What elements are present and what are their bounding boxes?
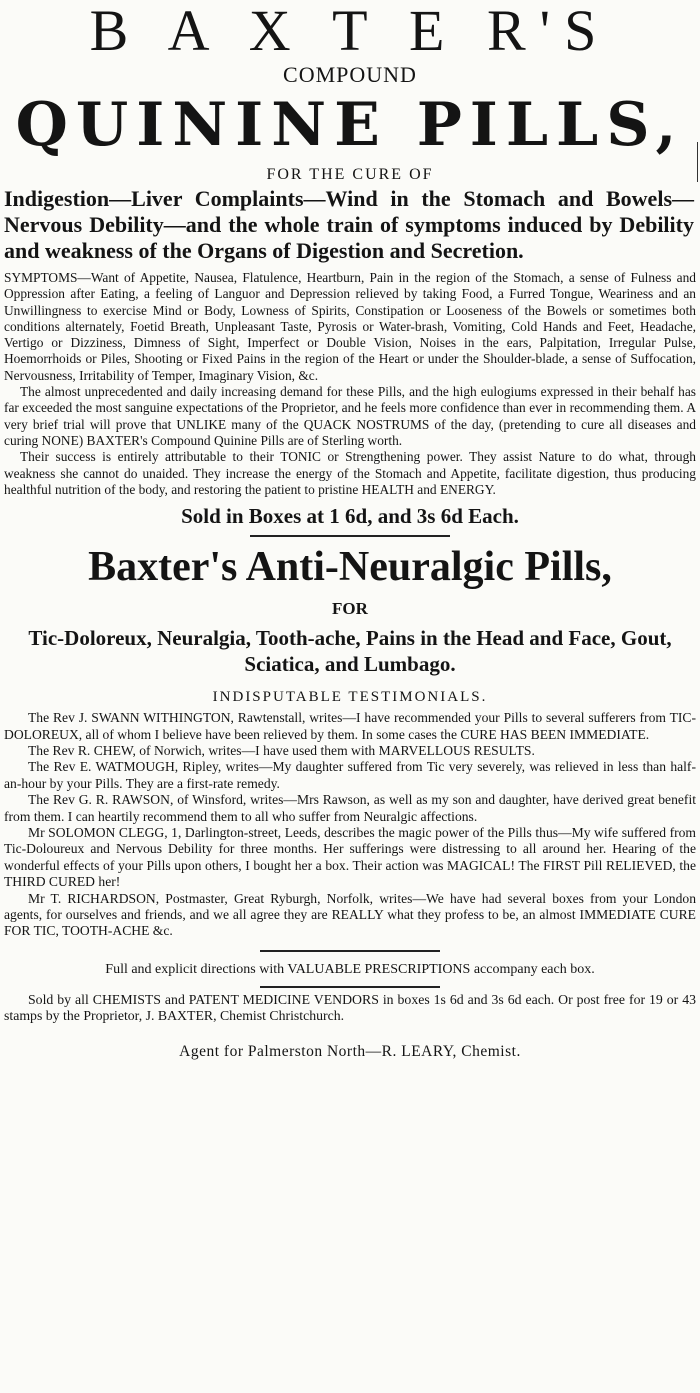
for-line: FOR: [332, 599, 368, 619]
demand-paragraph: The almost unprecedented and daily increasing demand for these Pills, and the high eulogiums expressed in their behalf has far exceeded the most sanguine expectations of the Proprietor, and he feels more confidence than ever in recommending them. A very brief trial will prove that UNLIKE many of the QUACK NOSTRUMS of the day, (pretending to cure all diseases and curing NONE) BAXTER's Compound Quinine Pills are of Sterling worth.: [4, 384, 696, 448]
conditions-list: Indigestion—Liver Complaints—Wind in the Stomach and Bowels—Nervous Debility—and the whole train of symptoms induced by Debility and weakness of the Organs of Digestion and Secretion.: [4, 186, 694, 263]
column-edge-rule: [697, 142, 698, 182]
testimonial: The Rev R. CHEW, of Norwich, writes—I have used them with MARVELLOUS RESULTS.: [28, 742, 535, 758]
neuralgic-conditions: Tic-Doloreux, Neuralgia, Tooth-ache, Pains in the Head and Face, Gout, Sciatica, and Lumbago.: [28, 626, 672, 677]
testimonial: Mr T. RICHARDSON, Postmaster, Great Ryburgh, Norfolk, writes—We have had several boxes from your London agents, for ourselves and friends, and we all agree they are REALLY what they profess to be, an almost IMMEDIATE CURE FOR TIC, TOOTH-ACHE &c.: [4, 890, 696, 939]
testimonial: The Rev E. WATMOUGH, Ripley, writes—My daughter suffered from Tic very severely, was relieved in less than half-an-hour by your Pills. They are a first-rate remedy.: [4, 759, 696, 791]
quinine-body-text: [0, 264, 700, 498]
testimonials-heading: INDISPUTABLE TESTIMONIALS.: [212, 689, 488, 706]
directions-note: Full and explicit directions with VALUABLE PRESCRIPTIONS accompany each box.: [105, 961, 595, 977]
compound-subheading: COMPOUND: [283, 62, 417, 87]
quinine-price-line: Sold in Boxes at 1 6d, and 3s 6d Each.: [181, 504, 519, 529]
for-the-cure-of-line: FOR THE CURE OF: [266, 166, 434, 183]
section-divider: [250, 535, 450, 537]
agent-line: Agent for Palmerston North—R. LEARY, Chemist.: [179, 1042, 521, 1060]
symptoms-paragraph: SYMPTOMS—Want of Appetite, Nausea, Flatulence, Heartburn, Pain in the region of the Stomach, a sense of Fulness and Oppression after Eating, a feeling of Languor and Depression relieved by taking Food, a Furred Tongue, Weariness and an Unwillingness to exercise Mind or Body, Lowness of Spirits, Constipation or Looseness of the Bowels or sometimes both conditions alternately, Foetid Breath, Unpleasant Taste, Pyrosis or Water-brash, Vomiting, Cold Hands and Feet, Headache, Vertigo or Dizziness, Dimness of Sight, Imperfect or Double Vision, Noises in the ears, Palpitation, Irregular Pulse, Hoemorrhoids or Piles, Shooting or Fixed Pains in the region of the Heart or under the Shoulder-blade, a sense of Suffocation, Nervousness, Irritability of Temper, Imaginary Vision, &c.: [4, 270, 696, 383]
tonic-paragraph: Their success is entirely attributable to their TONIC or Strengthening power. They assist Nature to do what, through weakness she cannot do unaided. They increase the energy of the Stomach and Appetite, facilitate digestion, thus producing healthful nutrition of the body, and restoring the patient to pristine HEALTH and ENERGY.: [4, 449, 696, 497]
anti-neuralgic-title: Baxter's Anti-Neuralgic Pills,: [88, 544, 612, 591]
vendors-paragraph-block: [0, 988, 700, 1025]
testimonials-list: [0, 706, 700, 940]
testimonial: The Rev J. SWANN WITHINGTON, Rawtenstall, writes—I have recommended your Pills to several sufferers from TIC-DOLOREUX, all of whom I believe have been relieved by them. In some cases the CURE HAS BEEN IMMEDIATE.: [4, 710, 696, 742]
testimonial: The Rev G. R. RAWSON, of Winsford, writes—Mrs Rawson, as well as my son and daughter, have derived great benefit from them. I can heartily recommend them to all who suffer from Neuralgic affections.: [4, 792, 696, 824]
vendors-paragraph: Sold by all CHEMISTS and PATENT MEDICINE VENDORS in boxes 1s 6d and 3s 6d each. Or post free for 19 or 43 stamps by the Proprietor, J. BAXTER, Chemist Christchurch.: [4, 991, 696, 1024]
section-divider: [260, 950, 440, 952]
brand-heading: B A X T E R'S: [89, 0, 611, 63]
quinine-pills-title: QUININE PILLS,: [15, 90, 685, 160]
testimonial: Mr SOLOMON CLEGG, 1, Darlington-street, Leeds, describes the magic power of the Pills thus—My wife suffered from Tic-Doloureux and Nervous Debility for three months. Her sufferings were distressing to all around her. Hearing of the wonderful effects of your Pills upon others, I bought her a box. Their action was MAGICAL! The FIRST Pill RELIEVED, the THIRD CURED her!: [4, 825, 696, 890]
